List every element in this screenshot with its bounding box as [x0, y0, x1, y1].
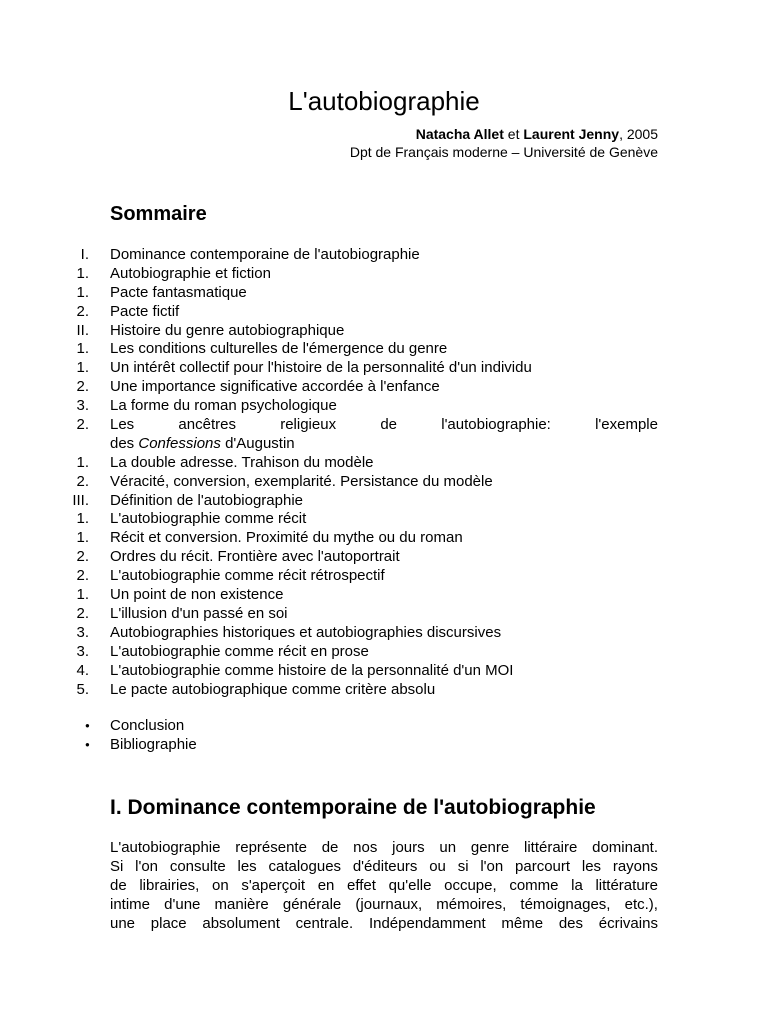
toc-item[interactable]	[0, 416, 768, 454]
toc-item-number: 3.	[76, 642, 89, 660]
toc-item-label: Autobiographie et fiction	[110, 264, 271, 282]
toc-item-number: 1.	[76, 340, 89, 358]
paragraph-line: une place absolument centrale. Indépendamment même des écrivains	[110, 915, 658, 932]
toc-item[interactable]	[0, 548, 768, 567]
toc-item-number: 1.	[76, 283, 89, 301]
toc-item-label-continued	[110, 435, 295, 454]
toc-item-number: 5.	[76, 680, 89, 698]
toc-item-number: 1.	[76, 529, 89, 547]
toc-item-label: Le pacte autobiographique comme critère absolu	[110, 680, 436, 698]
toc-item-number: 3.	[76, 623, 89, 641]
toc-item-number: 3.	[76, 397, 89, 415]
toc-item-label: Récit et conversion. Proximité du mythe ou du roman	[110, 529, 463, 547]
toc-item-label: Pacte fictif	[110, 302, 180, 320]
toc-item-number: II.	[76, 321, 89, 339]
toc-item[interactable]	[0, 359, 768, 378]
toc-item[interactable]	[0, 284, 768, 303]
toc-bullet-label: Conclusion	[110, 717, 185, 734]
toc-item-label: Histoire du genre autobiographique	[110, 321, 345, 339]
toc-bullet-list	[0, 716, 768, 754]
paragraph-line: de librairies, on s'aperçoit en effet qu'elle occupe, comme la littérature	[110, 877, 658, 894]
toc-item[interactable]	[0, 340, 768, 359]
toc-item-label-part: d'Augustin	[220, 434, 295, 452]
toc-item[interactable]	[0, 246, 768, 265]
toc-item[interactable]	[0, 662, 768, 681]
author-name: Laurent Jenny	[523, 126, 620, 142]
toc-item[interactable]	[0, 265, 768, 284]
toc-item[interactable]	[0, 378, 768, 397]
toc-item-number: 2.	[76, 472, 89, 490]
publication-year: , 2005	[619, 126, 658, 142]
toc-item[interactable]	[0, 643, 768, 662]
toc-bullet-label: Bibliographie	[110, 736, 197, 753]
toc-item-label: Les conditions culturelles de l'émergence du genre	[110, 340, 448, 358]
toc-item-label: Une importance significative accordée à l'enfance	[110, 378, 440, 396]
toc-item-label-part: des	[110, 434, 139, 452]
toc-item[interactable]	[0, 303, 768, 322]
toc-item-number: 1.	[76, 586, 89, 604]
toc-item[interactable]	[0, 473, 768, 492]
authors-line	[416, 126, 658, 142]
toc-heading: Sommaire	[110, 203, 207, 225]
paragraph-line: intime d'une manière générale (journaux, mémoires, témoignages, etc.),	[110, 896, 658, 913]
toc-item[interactable]	[0, 681, 768, 700]
toc-item-number: 1.	[76, 359, 89, 377]
toc-item-label: Autobiographies historiques et autobiographies discursives	[110, 623, 502, 641]
section-heading: I. Dominance contemporaine de l'autobiographie	[110, 796, 596, 819]
toc-item[interactable]	[0, 454, 768, 473]
toc-item[interactable]	[0, 510, 768, 529]
toc-item[interactable]	[0, 322, 768, 341]
toc-item-label: Véracité, conversion, exemplarité. Persistance du modèle	[110, 472, 493, 490]
table-of-contents	[0, 246, 768, 699]
toc-item[interactable]	[0, 567, 768, 586]
toc-item-number: 1.	[76, 510, 89, 528]
toc-item[interactable]	[0, 586, 768, 605]
toc-item-number: 2.	[76, 548, 89, 566]
toc-item-label: Un intérêt collectif pour l'histoire de la personnalité d'un individu	[110, 359, 532, 377]
section-paragraph	[110, 838, 658, 933]
toc-item-label: Dominance contemporaine de l'autobiographie	[110, 246, 420, 263]
toc-item-label: L'illusion d'un passé en soi	[110, 604, 288, 622]
toc-item-number: 2.	[76, 604, 89, 622]
toc-item-number: 2.	[76, 378, 89, 396]
toc-item-label: Définition de l'autobiographie	[110, 491, 304, 509]
toc-item-label: Un point de non existence	[110, 586, 284, 604]
toc-item[interactable]	[0, 624, 768, 643]
toc-item-number: 2.	[76, 567, 89, 585]
paragraph-line: L'autobiographie représente de nos jours un genre littéraire dominant.	[110, 839, 658, 856]
toc-item-label: L'autobiographie comme récit	[110, 510, 307, 528]
toc-item[interactable]	[0, 397, 768, 416]
toc-item-number: 4.	[76, 661, 89, 679]
toc-item-label: L'autobiographie comme histoire de la personnalité d'un MOI	[110, 661, 514, 679]
toc-item-label: L'autobiographie comme récit rétrospectif	[110, 567, 385, 585]
toc-item-number: III.	[72, 491, 89, 509]
bullet-icon: ●	[85, 721, 90, 730]
toc-bullet-item[interactable]	[0, 716, 768, 735]
toc-item[interactable]	[0, 605, 768, 624]
toc-bullet-item[interactable]	[0, 735, 768, 754]
author-connector: et	[503, 126, 524, 142]
toc-item-label: Les ancêtres religieux de l'autobiographie: l'exemple	[110, 416, 658, 434]
affiliation: Dpt de Français moderne – Université de Genève	[349, 144, 658, 160]
toc-item-label: La double adresse. Trahison du modèle	[110, 453, 374, 471]
paragraph-line: Si l'on consulte les catalogues d'éditeurs ou si l'on parcourt les rayons	[110, 858, 658, 875]
toc-item-label: Pacte fantasmatique	[110, 283, 247, 301]
toc-item-number: I.	[80, 246, 89, 263]
toc-item-number: 2.	[76, 302, 89, 320]
toc-item[interactable]	[0, 492, 768, 511]
document-title: L'autobiographie	[288, 86, 480, 116]
toc-item-label: Ordres du récit. Frontière avec l'autoportrait	[110, 548, 400, 566]
bullet-icon: ●	[85, 740, 90, 749]
toc-item-number: 1.	[76, 264, 89, 282]
toc-item-label-italic: Confessions	[138, 434, 221, 452]
toc-item-number: 2.	[76, 416, 89, 434]
author-name: Natacha Allet	[415, 126, 504, 142]
toc-item-number: 1.	[76, 453, 89, 471]
toc-item-label: La forme du roman psychologique	[110, 397, 337, 415]
toc-item[interactable]	[0, 529, 768, 548]
toc-item-label: L'autobiographie comme récit en prose	[110, 642, 369, 660]
